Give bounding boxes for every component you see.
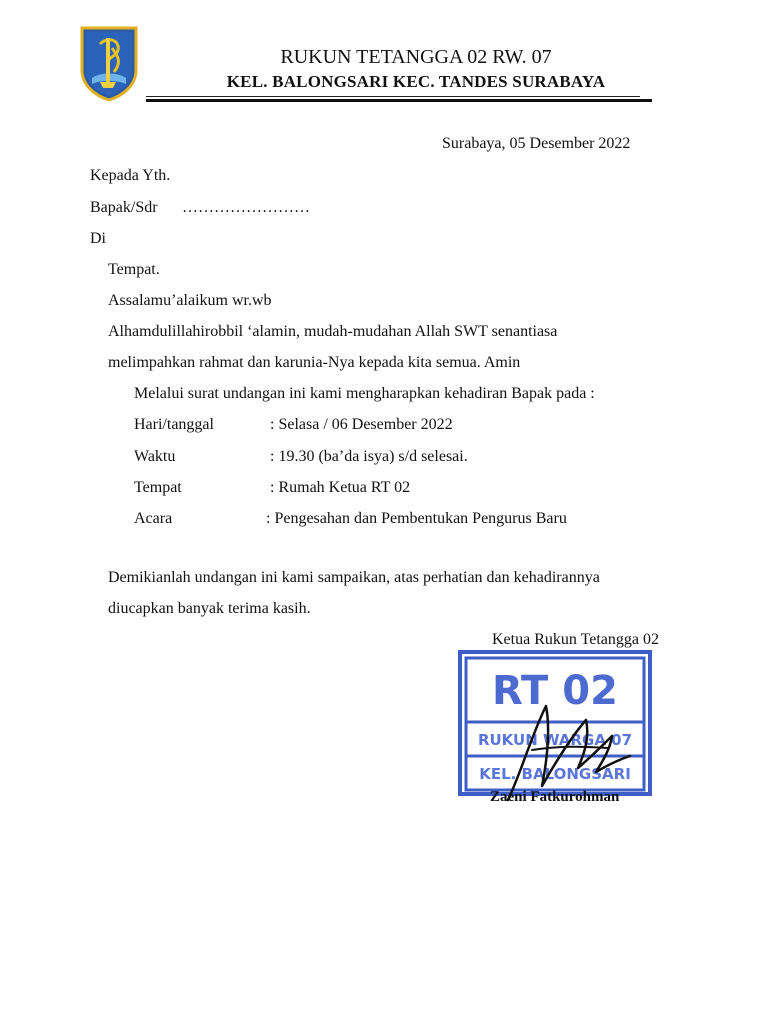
recipient-di: Di [90, 230, 106, 247]
signer-name: Zaeni Fatkurohman [490, 789, 620, 805]
recipient-place: Tempat. [108, 261, 160, 278]
detail-value-place: : Rumah Ketua RT 02 [270, 479, 411, 496]
recipient-salutation: Kepada Yth. [90, 167, 171, 184]
detail-label-place: Tempat [134, 479, 182, 496]
stamp-line-2: RUKUN WARGA 07 [477, 731, 633, 749]
greeting: Assalamu’alaikum wr.wb [108, 292, 272, 309]
closing-line-1: Demikianlah undangan ini kami sampaikan, atas perhatian dan kehadirannya [108, 569, 600, 586]
detail-label-date: Hari/tanggal [134, 416, 214, 433]
closing-line-2: diucapkan banyak terima kasih. [108, 600, 311, 617]
stamp-line-1: RT 02 [492, 668, 618, 714]
signer-position: Ketua Rukun Tetangga 02 [492, 631, 659, 648]
letterhead-title: RUKUN TETANGGA 02 RW. 07 [280, 46, 552, 68]
recipient-name-label: Bapak/Sdr [90, 199, 158, 216]
detail-value-agenda: : Pengesahan dan Pembentukan Pengurus Baru [266, 510, 567, 527]
place-date: Surabaya, 05 Desember 2022 [442, 135, 631, 152]
detail-label-agenda: Acara [134, 510, 173, 527]
stamp-line-3: KEL. BALONGSARI [479, 765, 631, 783]
letterhead-subtitle: KEL. BALONGSARI KEC. TANDES SURABAYA [226, 72, 606, 91]
opening-line-1: Alhamdulillahirobbil ‘alamin, mudah-mudahan Allah SWT senantiasa [108, 323, 558, 340]
recipient-name-blank: …………………… [182, 199, 310, 216]
letterhead-divider-thick [146, 99, 652, 102]
letterhead-divider-thin [146, 96, 640, 97]
detail-label-time: Waktu [134, 448, 176, 465]
handwritten-signature [488, 690, 658, 805]
detail-value-date: : Selasa / 06 Desember 2022 [270, 416, 453, 433]
opening-line-2: melimpahkan rahmat dan karunia-Nya kepada kita semua. Amin [108, 354, 521, 371]
invitation-intro: Melalui surat undangan ini kami mengharapkan kehadiran Bapak pada : [134, 385, 595, 402]
detail-value-time: : 19.30 (ba’da isya) s/d selesai. [270, 448, 468, 465]
